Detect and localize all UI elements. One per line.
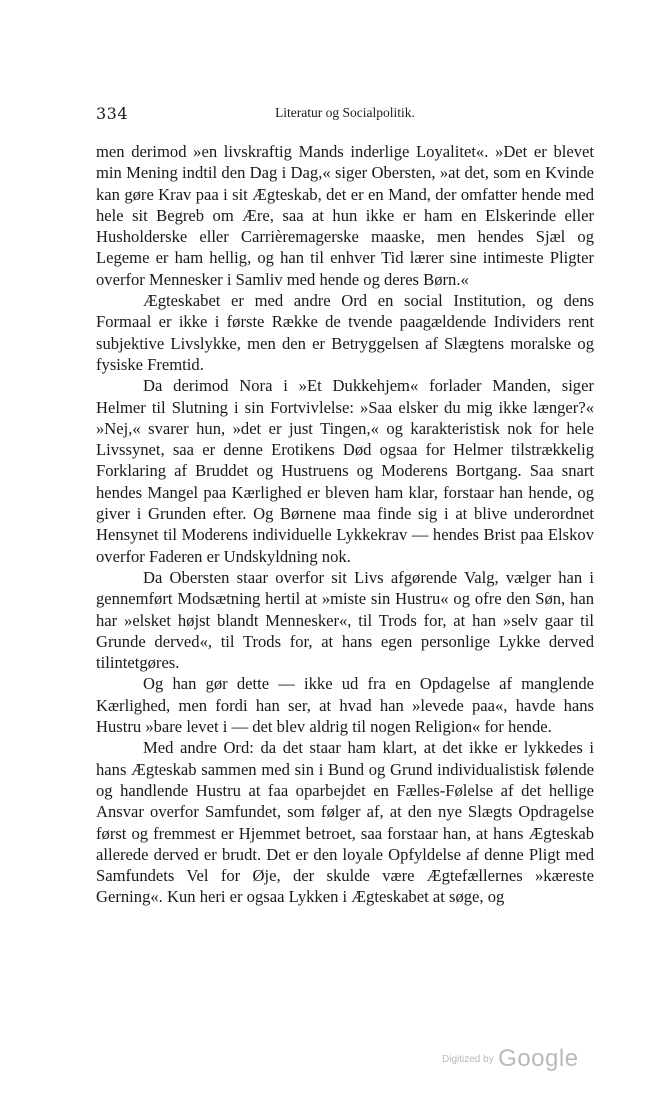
google-logo: Google [498,1045,579,1072]
running-title: Literatur og Socialpolitik. [275,105,415,120]
paragraph: Da derimod Nora i »Et Dukkehjem« forlader Manden, siger Helmer til Slutning i sin Fortvivlelse: »Saa elsker du mig ikke længer?« »Nej,« svarer hun, »det er just Tingen,« og karakteristisk nok for hele Livssynet, saa er denne Erotikens Død ogsaa for Helmer tilstrækkelig Forklaring af Bruddet og Hustruens og Moderens Bortgang. Saa snart hendes Mangel paa Kærlighed er bleven ham klar, forstaar han hende, og giver i Grunden efter. Og Børnene maa finde sig i at blive underordnet Hensynet til Moderens individuelle Lykkekrav — hendes Brist paa Elskov overfor Faderen er Undskyldning nok. [96,376,594,566]
paragraph: men derimod »en livskraftig Mands inderlige Loyalitet«. »Det er blevet min Mening indtil den Dag i Dag,« siger Obersten, »at det, som en Kvinde kan gøre Krav paa i sit Ægteskab, det er en Mand, der omfatter hende med hele sit Begreb om Ære, saa at hun ikke er ham en Elskerinde eller Husholderske eller Carrièremagerske maaske, men hendes Sjæl og Legeme er ham hellig, og han til enhver Tid lærer sine intimeste Pligter overfor Mennesker i Samliv med hende og deres Børn.« [96,142,594,289]
body-text [96,141,594,908]
paragraph: Da Obersten staar overfor sit Livs afgørende Valg, vælger han i gennemført Modsætning hertil at »miste sin Hustru« og ofre den Søn, han har »elsket højst blandt Mennesker«, til Trods for, at han »selv gaar til Grunde derved«, til Trods for, at hans egen personlige Lykke derved tilintetgøres. [96,567,594,673]
paragraph: Med andre Ord: da det staar ham klart, at det ikke er lykkedes i hans Ægteskab sammen med sin i Bund og Grund individualistisk følende og handlende Hustru at faa oparbejdet en Fælles-Følelse af det hellige Ansvar overfor Samfundet, som følger af, at den nye Slægts Opdragelse først og fremmest er Hjemmet betroet, saa forstaar han, at hans Ægteskab allerede derved er brudt. Det er den loyale Opfyldelse af denne Pligt med Samfundets Vel for Øje, der skulde være Ægtefællernes »kæreste Gerning«. Kun heri er ogsaa Lykken i Ægteskabet at søge, og [96,738,594,907]
paragraph: Ægteskabet er med andre Ord en social Institution, og dens Formaal er ikke i første Række de tvende paagældende Individers rent subjektive Livslykke, men den er Betryggelsen af Slægtens moralske og fysiske Fremtid. [96,291,594,374]
digitized-by-label: Digitized by [442,1054,494,1065]
page-header [96,104,594,124]
digitized-watermark [442,1045,579,1073]
page-number: 334 [96,104,129,123]
paragraph: Og han gør dette — ikke ud fra en Opdagelse af manglende Kærlighed, men fordi han ser, at hvad han »levede paa«, havde hans Hustru »bare levet i — det blev aldrig til nogen Religion« for hende. [96,674,594,737]
